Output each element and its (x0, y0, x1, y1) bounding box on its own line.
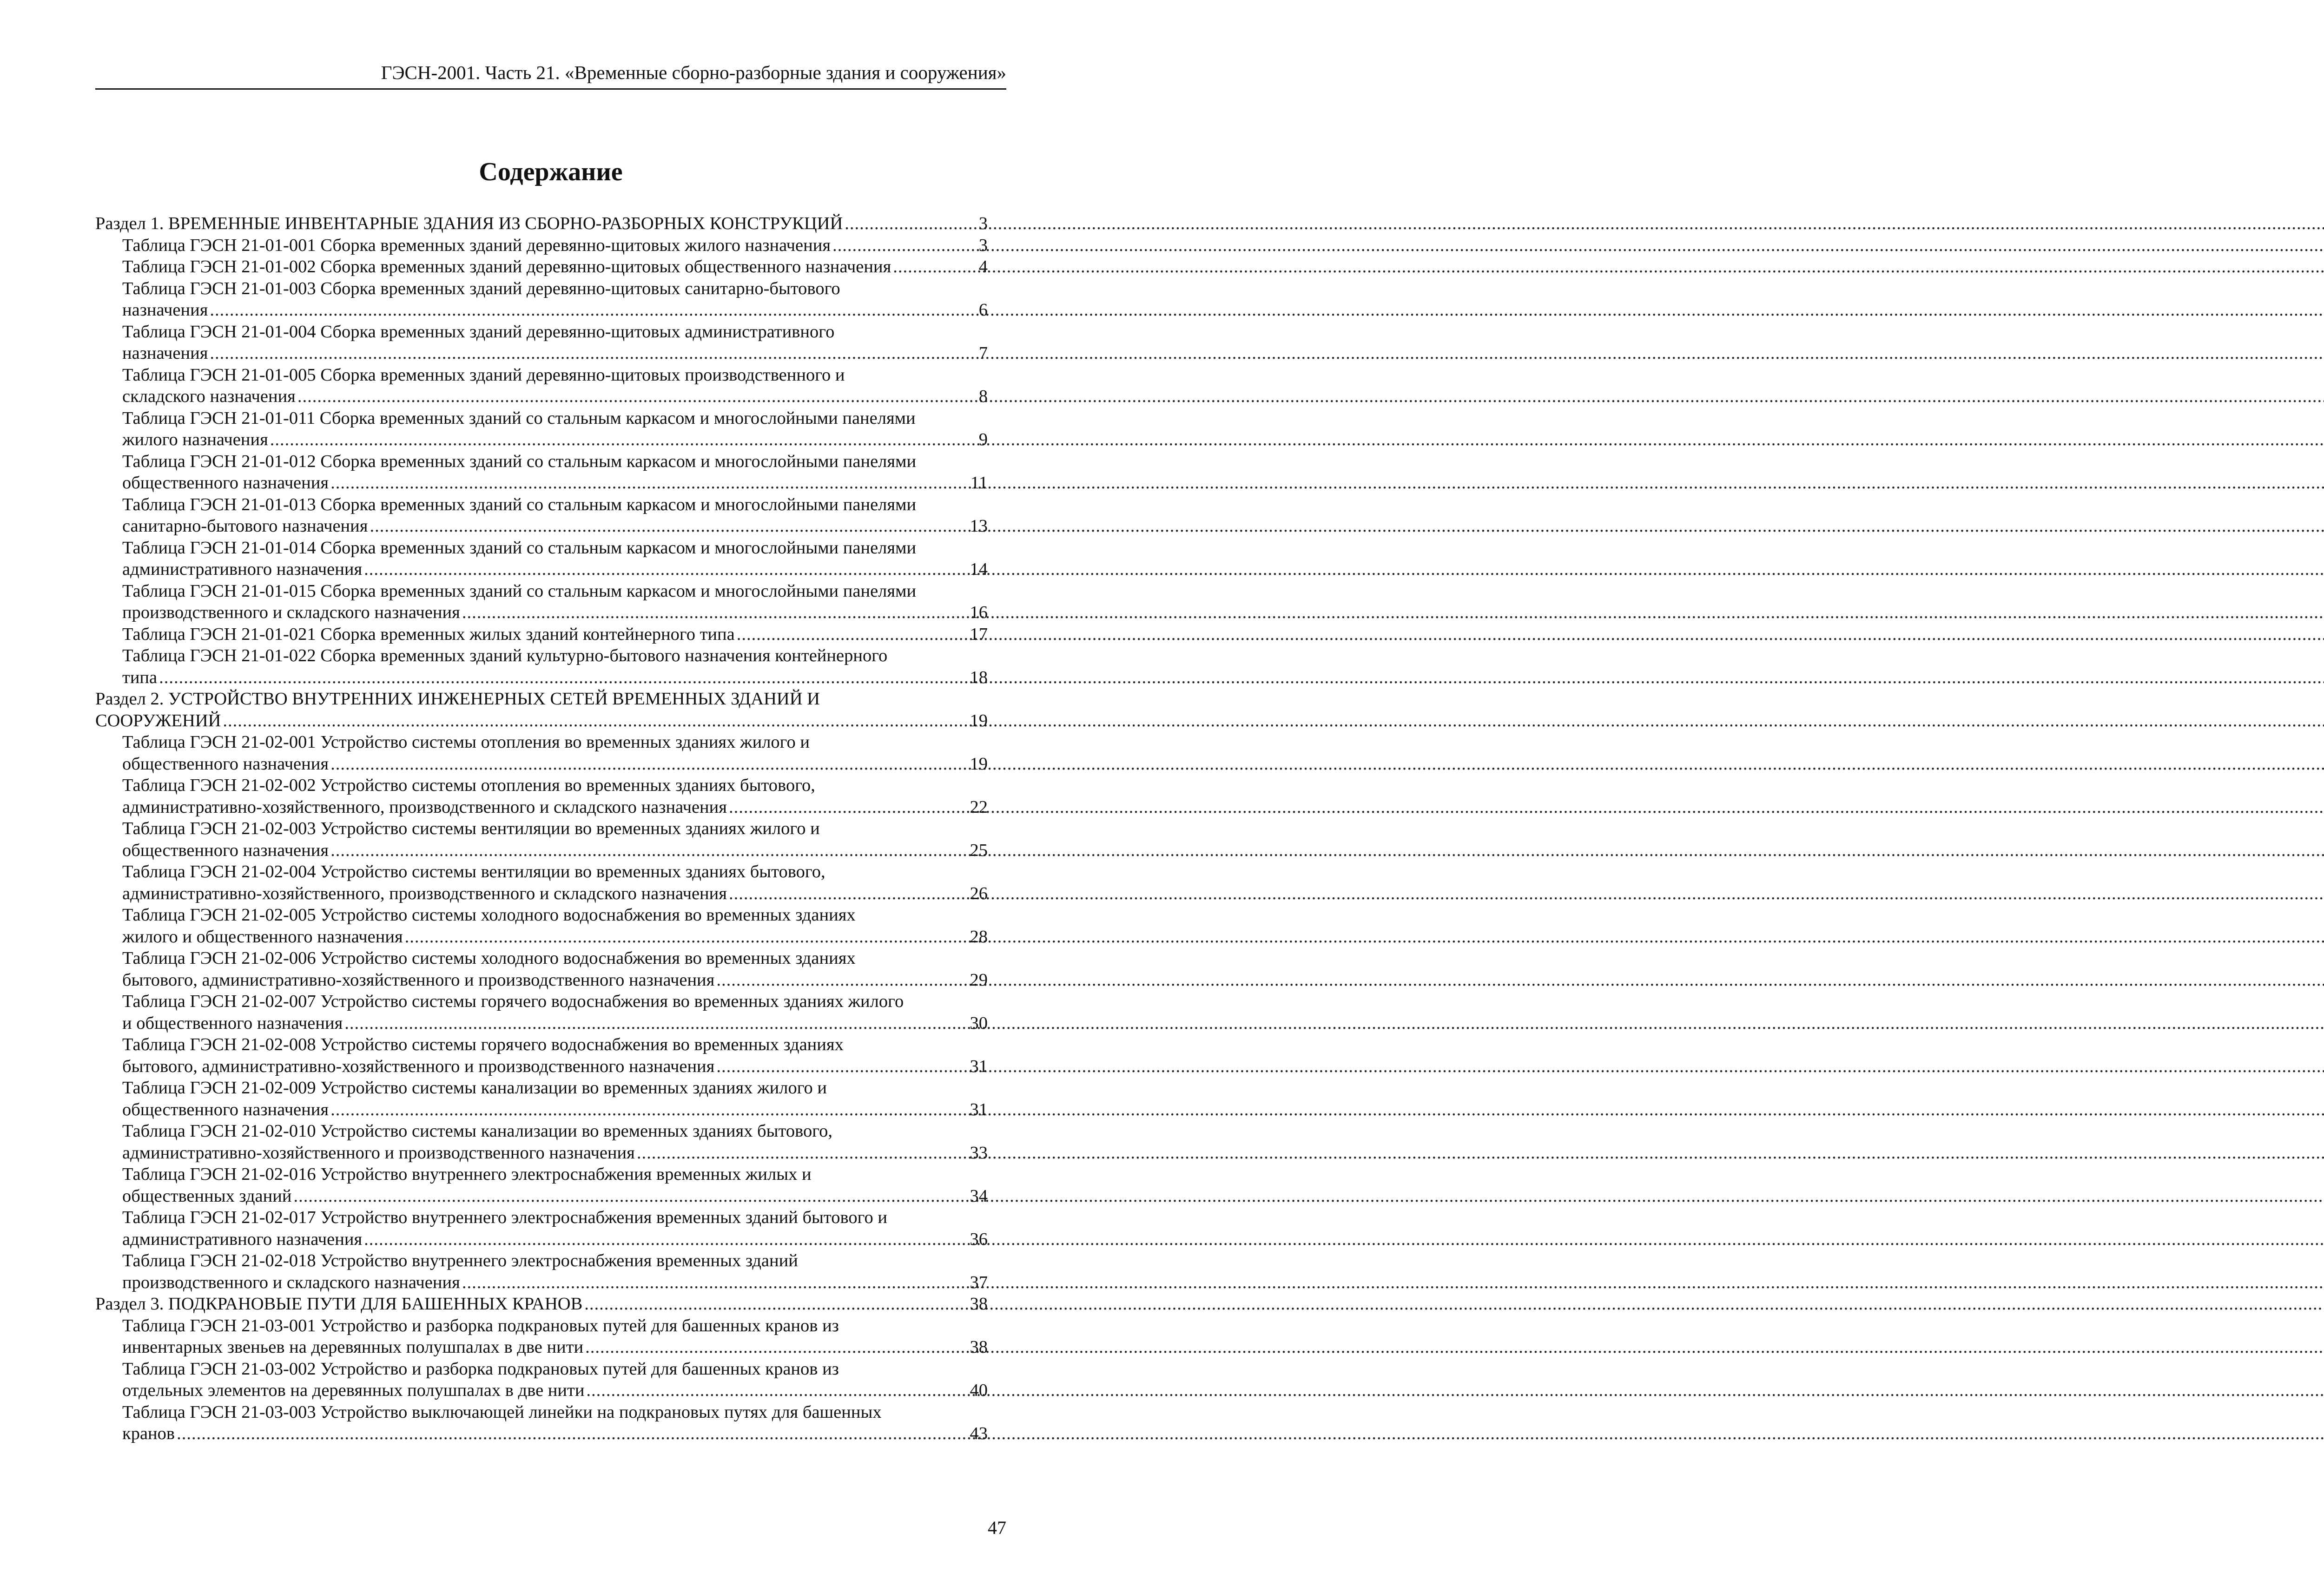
toc-entry-text-line: Таблица ГЭСН 21-03-002 Устройство и разборка подкрановых путей для башенных кранов из (122, 1359, 839, 1379)
toc-page-number: 19 (970, 710, 988, 730)
toc-page-number: 13 (970, 516, 988, 536)
toc-page-number: 14 (970, 559, 988, 579)
toc-entry-leader-line (122, 969, 988, 991)
toc-entry-leader-line (122, 1142, 988, 1164)
dot-leader (157, 667, 970, 689)
toc-entry-leader-line (95, 213, 988, 235)
toc-entry-text-line: Раздел 3. ПОДКРАНОВЫЕ ПУТИ ДЛЯ БАШЕННЫХ КРАНОВ (95, 1294, 583, 1314)
toc-entry-leader-line (122, 840, 988, 862)
toc-entry-leader-line (122, 472, 988, 494)
toc-entry-leader-line (122, 796, 988, 818)
toc-table-entry[interactable] (95, 451, 988, 494)
toc-entry-text-line: административно-хозяйственного, производственного и складского назначения (122, 883, 727, 903)
toc-entry-text-line: общественного назначения (122, 1099, 329, 1119)
toc-table-entry[interactable] (95, 321, 988, 364)
toc-entry-text-line: Таблица ГЭСН 21-02-009 Устройство системы канализации во временных зданиях жилого и (122, 1078, 827, 1098)
toc-entry-text-line: Таблица ГЭСН 21-02-008 Устройство системы горячего водоснабжения во временных зданиях (122, 1035, 844, 1054)
toc-entry-leader-line (122, 559, 988, 580)
toc-entry-text-line: назначения (122, 343, 208, 363)
page-title: Содержание (479, 158, 623, 186)
toc-page-number: 4 (978, 257, 988, 276)
dot-leader (296, 386, 979, 408)
toc-table-entry[interactable] (95, 991, 988, 1034)
toc-page-number: 17 (970, 624, 988, 644)
toc-entry-leader-line (122, 1185, 988, 1207)
toc-page-number: 36 (970, 1229, 988, 1249)
toc-page-number: 38 (970, 1294, 988, 1314)
toc-table-entry[interactable] (95, 947, 988, 991)
toc-entry-leader-line (122, 386, 988, 408)
toc-table-entry[interactable] (95, 256, 988, 278)
toc-entry-text-line: СООРУЖЕНИЙ (95, 710, 221, 730)
toc-page-number: 43 (970, 1424, 988, 1443)
toc-entry-leader-line (122, 926, 988, 948)
toc-table-entry[interactable] (95, 235, 988, 257)
toc-page-number: 26 (970, 883, 988, 903)
toc-entry-text-line: производственного и складского назначения (122, 1272, 460, 1292)
dot-leader (714, 1056, 970, 1078)
toc-entry-text-line: общественного назначения (122, 754, 329, 774)
toc-page-number: 11 (970, 473, 988, 493)
toc-entry-leader-line (122, 1099, 988, 1121)
toc-page-number: 37 (970, 1272, 988, 1292)
toc-entry-leader-line (122, 235, 988, 257)
dot-leader (362, 1229, 970, 1250)
toc-page-number: 34 (970, 1186, 988, 1206)
dot-leader (891, 256, 978, 278)
toc-entry-text-line: Таблица ГЭСН 21-01-014 Сборка временных зданий со стальным каркасом и многослойными панелями (122, 538, 917, 558)
toc-entry-text-line: Таблица ГЭСН 21-01-012 Сборка временных зданий со стальным каркасом и многослойными панелями (122, 451, 917, 471)
toc-page-number: 28 (970, 927, 988, 947)
dot-leader (329, 753, 970, 775)
toc-entry-leader-line (122, 1229, 988, 1250)
toc-table-entry[interactable] (95, 364, 988, 408)
toc-entry-text-line: Таблица ГЭСН 21-01-005 Сборка временных зданий деревянно-щитовых производственного и (122, 365, 845, 385)
toc-entry-text-line: Таблица ГЭСН 21-01-002 Сборка временных зданий деревянно-щитовых общественного назначения (122, 257, 891, 276)
dot-leader (583, 1336, 970, 1358)
dot-leader (727, 883, 970, 905)
header-divider (95, 88, 1006, 90)
dot-leader (208, 342, 978, 364)
toc-entry-text-line: отдельных элементов на деревянных полушпалах в две нити (122, 1381, 585, 1400)
toc-entry-text-line: жилого назначения (122, 430, 268, 449)
toc-entry-text-line: административного назначения (122, 1229, 363, 1249)
toc-entry-leader-line (95, 1293, 988, 1315)
toc-page-number: 31 (970, 1056, 988, 1076)
toc-page-number: 3 (978, 235, 988, 255)
toc-entry-leader-line (122, 515, 988, 537)
toc-entry-text-line: типа (122, 667, 158, 687)
toc-entry-text-line: Таблица ГЭСН 21-03-003 Устройство выключающей линейки на подкрановых путях для башенных (122, 1402, 882, 1422)
toc-page-number: 7 (978, 343, 988, 363)
dot-leader (329, 840, 970, 862)
toc-entry-text-line: административно-хозяйственного, производственного и складского назначения (122, 797, 727, 817)
toc-table-entry[interactable] (95, 408, 988, 451)
toc-entry-text-line: Таблица ГЭСН 21-02-010 Устройство системы канализации во временных зданиях бытового, (122, 1121, 832, 1141)
toc-entry-text-line: Таблица ГЭСН 21-02-004 Устройство системы вентиляции во временных зданиях бытового, (122, 862, 825, 882)
toc-entry-text-line: Таблица ГЭСН 21-02-018 Устройство внутреннего электроснабжения временных зданий (122, 1251, 798, 1270)
toc-entry-leader-line (122, 624, 988, 645)
toc-entry-text-line: административно-хозяйственного и производственного назначения (122, 1143, 635, 1163)
toc-entry-leader-line (122, 602, 988, 624)
dot-leader (460, 1272, 970, 1294)
toc-entry-text-line: административного назначения (122, 559, 363, 579)
toc-entry-text-line: инвентарных звеньев на деревянных полушпалах в две нити (122, 1337, 584, 1357)
toc-page-number: 30 (970, 1013, 988, 1033)
toc-table-entry[interactable] (95, 904, 988, 947)
toc-table-entry[interactable] (95, 1120, 988, 1164)
toc-section-entry[interactable] (95, 1293, 988, 1315)
toc-entry-leader-line (122, 1013, 988, 1034)
toc-page-number: 8 (978, 387, 988, 406)
toc-entry-leader-line (122, 753, 988, 775)
toc-table-entry[interactable] (95, 1401, 988, 1445)
toc-page-number: 40 (970, 1381, 988, 1400)
dot-leader (291, 1185, 970, 1207)
dot-leader (460, 602, 970, 624)
toc-table-entry[interactable] (95, 1164, 988, 1207)
running-header: ГЭСН-2001. Часть 21. «Временные сборно-разборные здания и сооружения» (381, 62, 1006, 83)
toc-table-entry[interactable] (95, 861, 988, 904)
toc-entry-text-line: Таблица ГЭСН 21-02-002 Устройство системы отопления во временных зданиях бытового, (122, 776, 815, 795)
toc-table-entry[interactable] (95, 1358, 988, 1401)
toc-entry-text-line: Раздел 1. ВРЕМЕННЫЕ ИНВЕНТАРНЫЕ ЗДАНИЯ ИЗ СБОРНО-РАЗБОРНЫХ КОНСТРУКЦИЙ (95, 214, 843, 233)
dot-leader (635, 1142, 970, 1164)
toc-page-number: 3 (978, 214, 988, 233)
toc-entry-text-line: Таблица ГЭСН 21-01-001 Сборка временных зданий деревянно-щитовых жилого назначения (122, 235, 831, 255)
toc-entry-text-line: и общественного назначения (122, 1013, 343, 1033)
toc-entry-text-line: Таблица ГЭСН 21-01-004 Сборка временных зданий деревянно-щитовых административного (122, 322, 835, 342)
toc-entry-leader-line (122, 429, 988, 451)
dot-leader (843, 213, 978, 235)
toc-page-number: 16 (970, 603, 988, 622)
toc-entry-leader-line (122, 667, 988, 689)
toc-page-number: 18 (970, 667, 988, 687)
toc-entry-text-line: Таблица ГЭСН 21-02-017 Устройство внутреннего электроснабжения временных зданий бытового и (122, 1208, 887, 1227)
toc-entry-text-line: общественных зданий (122, 1186, 292, 1206)
toc-entry-text-line: санитарно-бытового назначения (122, 516, 368, 536)
toc-table-entry[interactable] (95, 537, 988, 580)
toc-table-entry[interactable] (95, 1315, 988, 1358)
toc-entry-text-line: Таблица ГЭСН 21-02-005 Устройство системы холодного водоснабжения во временных зданиях (122, 905, 856, 925)
toc-page-number: 19 (970, 754, 988, 774)
toc-table-entry[interactable] (95, 645, 988, 688)
toc-entry-text-line: Таблица ГЭСН 21-01-003 Сборка временных зданий деревянно-щитовых санитарно-бытового (122, 278, 840, 298)
toc-entry-leader-line (122, 1272, 988, 1294)
dot-leader (831, 235, 979, 257)
dot-leader (714, 969, 970, 991)
toc-entry-text-line: жилого и общественного назначения (122, 927, 403, 947)
dot-leader (221, 710, 970, 732)
toc-entry-leader-line (122, 342, 988, 364)
toc-table-entry[interactable] (95, 818, 988, 861)
toc-entry-text-line: Раздел 2. УСТРОЙСТВО ВНУТРЕННИХ ИНЖЕНЕРНЫХ СЕТЕЙ ВРЕМЕННЫХ ЗДАНИЙ И (95, 689, 820, 709)
toc-entry-text-line: бытового, административно-хозяйственного и производственного назначения (122, 1056, 715, 1076)
table-of-contents (95, 213, 988, 1445)
dot-leader (329, 472, 971, 494)
toc-page-number: 33 (970, 1143, 988, 1163)
toc-table-entry[interactable] (95, 775, 988, 818)
toc-page-number: 31 (970, 1099, 988, 1119)
toc-entry-text-line: общественного назначения (122, 473, 329, 493)
toc-page-number: 9 (978, 430, 988, 449)
toc-table-entry[interactable] (95, 731, 988, 775)
toc-entry-text-line: назначения (122, 300, 208, 320)
toc-entry-text-line: Таблица ГЭСН 21-01-015 Сборка временных зданий со стальным каркасом и многослойными панелями (122, 581, 917, 601)
toc-table-entry[interactable] (95, 1207, 988, 1250)
toc-entry-text-line: бытового, административно-хозяйственного и производственного назначения (122, 970, 715, 990)
toc-entry-leader-line (122, 1380, 988, 1401)
toc-page-number: 6 (978, 300, 988, 320)
toc-entry-leader-line (122, 1056, 988, 1078)
toc-table-entry[interactable] (95, 278, 988, 321)
toc-page-number: 29 (970, 970, 988, 990)
toc-table-entry[interactable] (95, 624, 988, 645)
toc-entry-text-line: общественного назначения (122, 840, 329, 860)
dot-leader (582, 1293, 970, 1315)
toc-entry-text-line: Таблица ГЭСН 21-03-001 Устройство и разборка подкрановых путей для башенных кранов из (122, 1316, 839, 1335)
toc-entry-text-line: Таблица ГЭСН 21-02-016 Устройство внутреннего электроснабжения временных жилых и (122, 1164, 812, 1184)
toc-entry-leader-line (122, 299, 988, 321)
toc-table-entry[interactable] (95, 580, 988, 624)
toc-entry-text-line: Таблица ГЭСН 21-02-001 Устройство системы отопления во временных зданиях жилого и (122, 732, 810, 752)
dot-leader (368, 515, 970, 537)
toc-entry-text-line: производственного и складского назначения (122, 603, 460, 622)
toc-section-entry[interactable] (95, 213, 988, 235)
toc-entry-leader-line (95, 710, 988, 732)
dot-leader (584, 1380, 970, 1401)
toc-entry-text-line: кранов (122, 1424, 175, 1443)
toc-entry-leader-line (122, 256, 988, 278)
toc-page-number: 25 (970, 840, 988, 860)
toc-entry-text-line: складского назначения (122, 387, 296, 406)
dot-leader (403, 926, 970, 948)
toc-entry-text-line: Таблица ГЭСН 21-02-006 Устройство системы холодного водоснабжения во временных зданиях (122, 948, 856, 968)
dot-leader (208, 299, 978, 321)
toc-entry-text-line: Таблица ГЭСН 21-01-011 Сборка временных зданий со стальным каркасом и многослойными панелями (122, 408, 916, 428)
dot-leader (735, 624, 970, 645)
toc-entry-leader-line (122, 883, 988, 905)
toc-page-number: 22 (970, 797, 988, 817)
toc-table-entry[interactable] (95, 494, 988, 537)
toc-entry-text-line: Таблица ГЭСН 21-01-022 Сборка временных зданий культурно-бытового назначения контейнерного (122, 646, 888, 665)
toc-entry-text-line: Таблица ГЭСН 21-02-007 Устройство системы горячего водоснабжения во временных зданиях жилого (122, 992, 904, 1011)
dot-leader (727, 796, 970, 818)
toc-table-entry[interactable] (95, 1077, 988, 1120)
dot-leader (362, 559, 970, 580)
dot-leader (329, 1099, 970, 1121)
toc-entry-leader-line (122, 1423, 988, 1445)
toc-page-number: 38 (970, 1337, 988, 1357)
dot-leader (268, 429, 979, 451)
page-number: 47 (988, 1517, 1006, 1538)
toc-entry-text-line: Таблица ГЭСН 21-02-003 Устройство системы вентиляции во временных зданиях жилого и (122, 819, 820, 838)
dot-leader (175, 1423, 970, 1445)
toc-entry-text-line: Таблица ГЭСН 21-01-013 Сборка временных зданий со стальным каркасом и многослойными панелями (122, 494, 917, 514)
toc-table-entry[interactable] (95, 1250, 988, 1293)
dot-leader (343, 1013, 970, 1034)
toc-entry-text-line: Таблица ГЭСН 21-01-021 Сборка временных жилых зданий контейнерного типа (122, 624, 735, 644)
toc-entry-leader-line (122, 1336, 988, 1358)
toc-table-entry[interactable] (95, 1034, 988, 1077)
toc-section-entry[interactable] (95, 688, 988, 731)
